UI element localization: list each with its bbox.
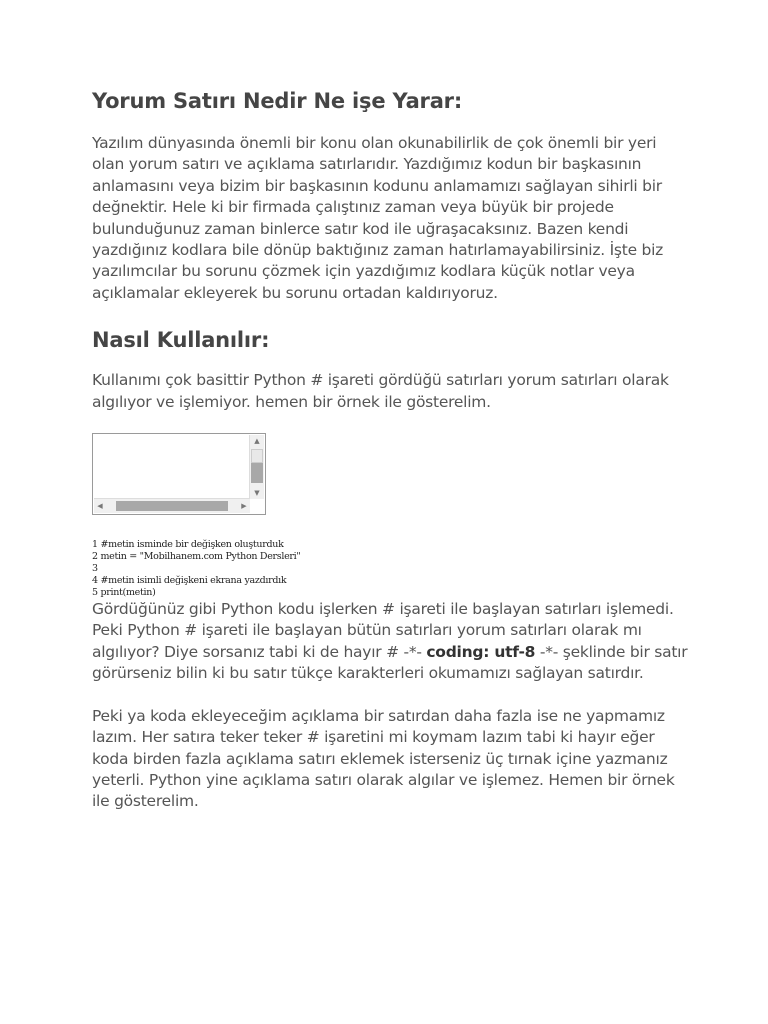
vertical-scroll-track-segment xyxy=(251,449,263,463)
scroll-up-arrow-icon[interactable]: ▲ xyxy=(254,437,260,446)
horizontal-scrollbar[interactable] xyxy=(94,498,250,513)
code-line: 3 xyxy=(92,563,98,575)
code-line: 2 metin = "Mobilhanem.com Python Dersleri" xyxy=(92,551,301,563)
heading-how-to-use: Nasıl Kullanılır: xyxy=(92,328,270,353)
paragraph-hash-explanation xyxy=(92,599,692,685)
code-line: 5 print(metin) xyxy=(92,587,156,599)
vertical-scrollbar[interactable] xyxy=(249,435,264,499)
code-line: 1 #metin isminde bir değişken oluşturduk xyxy=(92,539,284,551)
paragraph-intro: Yazılım dünyasında önemli bir konu olan okunabilirlik de çok önemli bir yeri olan yorum satırı ve açıklama satırlarıdır. Yazdığımız kodun bir başkasının anlamasını veya bizim bir başkasının kodunu anlamamızı sağlayan sihirli bir değnektir. Hele ki bir firmada çalıştınız zaman veya büyük bir projede bulunduğunuz zaman binlerce satır kod ile uğraşacaksınız. Bazen kendi yazdığınız kodlara bile dönüp baktığınız zaman hatırlamayabilirsiniz. İşte biz yazılımcılar bu sorunu çözmek için yazdığımız kodlara küçük notlar veya açıklamalar ekleyerek bu sorunu ortadan kaldırıyoruz. xyxy=(92,134,664,302)
horizontal-scroll-thumb[interactable] xyxy=(116,501,228,511)
vertical-scroll-thumb[interactable] xyxy=(251,463,263,483)
coding-utf8-bold: coding: utf-8 xyxy=(426,642,536,661)
article xyxy=(92,84,692,813)
scroll-right-arrow-icon[interactable]: ▶ xyxy=(241,502,247,511)
code-embed-box[interactable] xyxy=(92,433,266,515)
paragraph-usage: Kullanımı çok basittir Python # işareti gördüğü satırları yorum satırları olarak algılıyor ve işlemiyor. hemen bir örnek ile gösterelim. xyxy=(92,371,669,411)
paragraph-multiline-comments: Peki ya koda ekleyeceğim açıklama bir satırdan daha fazla ise ne yapmamız lazım. Her satıra teker teker # işaretini mi koymam lazım tabi ki hayır eğer koda birden fazla açıklama satırı eklemek isterseniz üç tırnak içine yazmanız yeterli. Python yine açıklama satırı olarak algılar ve işlemez. Hemen bir örnek ile gösterelim. xyxy=(92,706,675,811)
code-line: 4 #metin isimli değişkeni ekrana yazdırdık xyxy=(92,575,287,587)
heading-what-is-comment: Yorum Satırı Nedir Ne işe Yarar: xyxy=(92,89,463,113)
code-listing xyxy=(92,539,692,599)
scroll-left-arrow-icon[interactable]: ◀ xyxy=(97,502,103,511)
paragraph-hash-text-start: Gördüğünüz gibi Python kodu işlerken # işareti ile başlayan satırları işlemedi. Peki Python # işareti ile başlayan bütün satırları yorum satırları olarak mı algılıyor? Diye sorsanız tabi ki de hayır # -*- xyxy=(92,600,674,661)
paragraph-hash-text-end: -*- şeklinde bir satır görürseniz bilin ki bu satır tükçe karakterleri okumamızı sağlayan satırdır. xyxy=(92,642,688,683)
scroll-down-arrow-icon[interactable]: ▼ xyxy=(254,489,260,498)
